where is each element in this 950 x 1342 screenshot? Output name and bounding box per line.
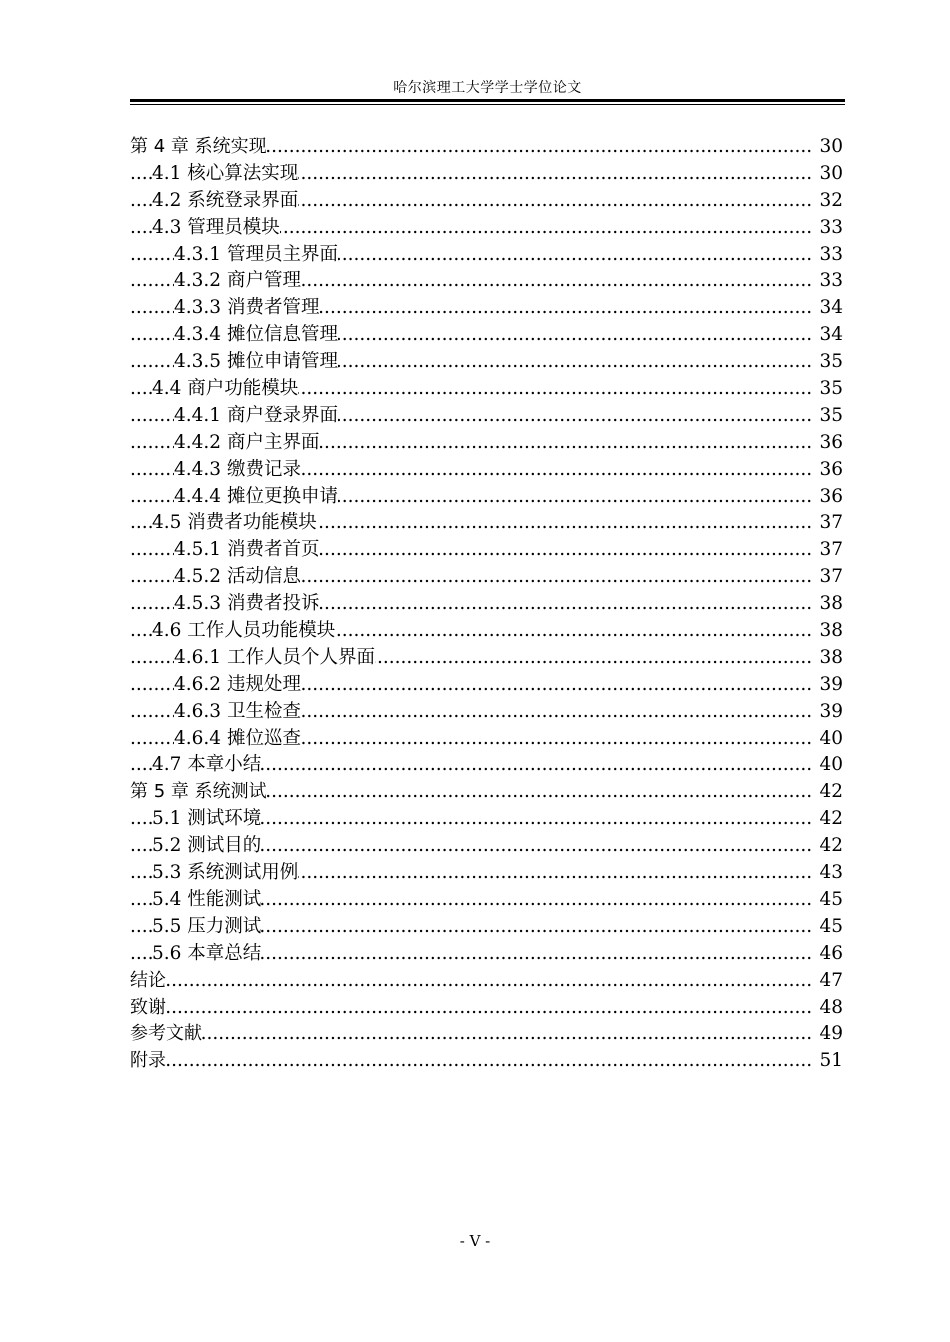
page-number: - V - [459, 1232, 491, 1250]
toc-entry-label: 4.3.5 摊位申请管理 [174, 351, 338, 373]
toc-entry-label: 5.1 测试环境 [152, 808, 262, 830]
toc-entry-page: 37 [818, 564, 843, 591]
toc-entry-label: 4.3.4 摊位信息管理 [174, 324, 338, 346]
toc-entry[interactable] [130, 510, 843, 537]
dot-leader [130, 1048, 813, 1075]
toc-entry[interactable] [130, 752, 843, 779]
toc-entry-page: 36 [818, 457, 843, 484]
toc-entry-label: 4.3.1 管理员主界面 [174, 243, 338, 265]
toc-entry-page: 38 [818, 645, 843, 672]
toc-entry-label: 4.7 本章小结 [152, 754, 262, 776]
toc-entry[interactable] [130, 376, 843, 403]
toc-entry-page: 43 [818, 860, 843, 887]
toc-entry[interactable] [130, 134, 843, 161]
toc-entry-label: 4.5.2 活动信息 [174, 566, 301, 588]
table-of-contents [130, 134, 843, 1075]
toc-entry-label: 5.5 压力测试 [152, 915, 262, 937]
toc-entry-page: 38 [818, 618, 843, 645]
toc-entry[interactable] [130, 941, 843, 968]
toc-entry[interactable] [130, 188, 843, 215]
toc-entry[interactable] [130, 349, 843, 376]
toc-entry-page: 48 [818, 995, 843, 1022]
toc-entry-label: 4.1 核心算法实现 [152, 162, 299, 184]
dot-leader [130, 1021, 813, 1048]
toc-entry-page: 33 [818, 242, 843, 269]
toc-entry[interactable] [130, 779, 843, 806]
toc-entry-page: 37 [818, 510, 843, 537]
toc-entry-label: 参考文献 [130, 1023, 202, 1045]
toc-entry-label: 附录 [130, 1050, 166, 1072]
toc-entry[interactable] [130, 995, 843, 1022]
toc-entry-label: 4.4.3 缴费记录 [174, 458, 301, 480]
toc-entry-label: 4.4.4 摊位更换申请 [174, 485, 338, 507]
toc-entry[interactable] [130, 833, 843, 860]
toc-entry-page: 34 [818, 295, 843, 322]
toc-entry-page: 33 [818, 268, 843, 295]
toc-entry[interactable] [130, 699, 843, 726]
toc-entry[interactable] [130, 914, 843, 941]
toc-entry[interactable] [130, 672, 843, 699]
toc-entry-label: 4.5 消费者功能模块 [152, 512, 317, 534]
toc-entry[interactable] [130, 430, 843, 457]
toc-entry[interactable] [130, 268, 843, 295]
toc-entry-label: 4.3.3 消费者管理 [174, 297, 320, 319]
toc-entry-page: 45 [818, 887, 843, 914]
toc-entry-page: 39 [818, 672, 843, 699]
toc-entry-label: 4.6.4 摊位巡查 [174, 727, 301, 749]
toc-entry-page: 40 [818, 726, 843, 753]
toc-entry-page: 36 [818, 484, 843, 511]
toc-entry-label: 5.3 系统测试用例 [152, 862, 299, 884]
toc-entry[interactable] [130, 726, 843, 753]
toc-entry-page: 46 [818, 941, 843, 968]
toc-entry[interactable] [130, 403, 843, 430]
toc-entry-page: 30 [818, 134, 843, 161]
running-header: 哈尔滨理工大学学士学位论文 [393, 80, 582, 96]
header-rule-thick [130, 99, 845, 102]
toc-entry-label: 4.3 管理员模块 [152, 216, 280, 238]
toc-entry-label: 致谢 [130, 996, 166, 1018]
toc-entry-label: 4.4.2 商户主界面 [174, 431, 320, 453]
toc-entry-page: 30 [818, 161, 843, 188]
toc-entry[interactable] [130, 537, 843, 564]
toc-entry-page: 49 [818, 1021, 843, 1048]
toc-entry[interactable] [130, 215, 843, 242]
toc-entry-page: 35 [818, 349, 843, 376]
toc-entry-page: 35 [818, 403, 843, 430]
toc-entry-label: 第 5 章 系统测试 [130, 781, 267, 803]
toc-entry-page: 42 [818, 779, 843, 806]
toc-entry-label: 4.4.1 商户登录界面 [174, 404, 338, 426]
toc-entry-label: 4.6.1 工作人员个人界面 [174, 646, 375, 668]
toc-entry-page: 45 [818, 914, 843, 941]
toc-entry-page: 39 [818, 699, 843, 726]
toc-entry-page: 42 [818, 833, 843, 860]
toc-entry-label: 4.4 商户功能模块 [152, 378, 299, 400]
toc-entry[interactable] [130, 484, 843, 511]
toc-entry[interactable] [130, 645, 843, 672]
dot-leader [130, 968, 813, 995]
toc-entry-label: 5.2 测试目的 [152, 835, 262, 857]
toc-entry-page: 40 [818, 752, 843, 779]
toc-entry-page: 34 [818, 322, 843, 349]
toc-entry[interactable] [130, 806, 843, 833]
dot-leader [130, 995, 813, 1022]
toc-entry[interactable] [130, 591, 843, 618]
toc-entry-page: 47 [818, 968, 843, 995]
toc-entry-page: 42 [818, 806, 843, 833]
toc-entry-page: 37 [818, 537, 843, 564]
toc-entry[interactable] [130, 968, 843, 995]
toc-entry-label: 第 4 章 系统实现 [130, 136, 267, 157]
toc-entry-label: 4.5.1 消费者首页 [174, 539, 320, 561]
toc-entry[interactable] [130, 295, 843, 322]
toc-entry-label: 4.6 工作人员功能模块 [152, 620, 336, 642]
toc-entry-label: 结论 [130, 969, 166, 991]
toc-entry[interactable] [130, 457, 843, 484]
header-rule-thin [130, 104, 845, 105]
toc-entry[interactable] [130, 322, 843, 349]
toc-entry[interactable] [130, 564, 843, 591]
toc-entry-page: 32 [818, 188, 843, 215]
toc-entry[interactable] [130, 618, 843, 645]
toc-entry[interactable] [130, 1048, 843, 1075]
toc-entry-label: 4.6.3 卫生检查 [174, 700, 301, 722]
toc-entry[interactable] [130, 161, 843, 188]
toc-entry-label: 5.4 性能测试 [152, 888, 262, 910]
toc-entry[interactable] [130, 1021, 843, 1048]
toc-entry-page: 35 [818, 376, 843, 403]
toc-entry-label: 4.6.2 违规处理 [174, 673, 301, 695]
toc-entry[interactable] [130, 242, 843, 269]
toc-entry-page: 33 [818, 215, 843, 242]
toc-entry[interactable] [130, 860, 843, 887]
toc-entry-page: 38 [818, 591, 843, 618]
toc-entry[interactable] [130, 887, 843, 914]
toc-entry-label: 4.5.3 消费者投诉 [174, 593, 320, 615]
toc-entry-page: 51 [818, 1048, 843, 1075]
toc-entry-label: 4.2 系统登录界面 [152, 189, 299, 211]
toc-entry-label: 4.3.2 商户管理 [174, 270, 301, 292]
toc-entry-page: 36 [818, 430, 843, 457]
toc-entry-label: 5.6 本章总结 [152, 942, 262, 964]
